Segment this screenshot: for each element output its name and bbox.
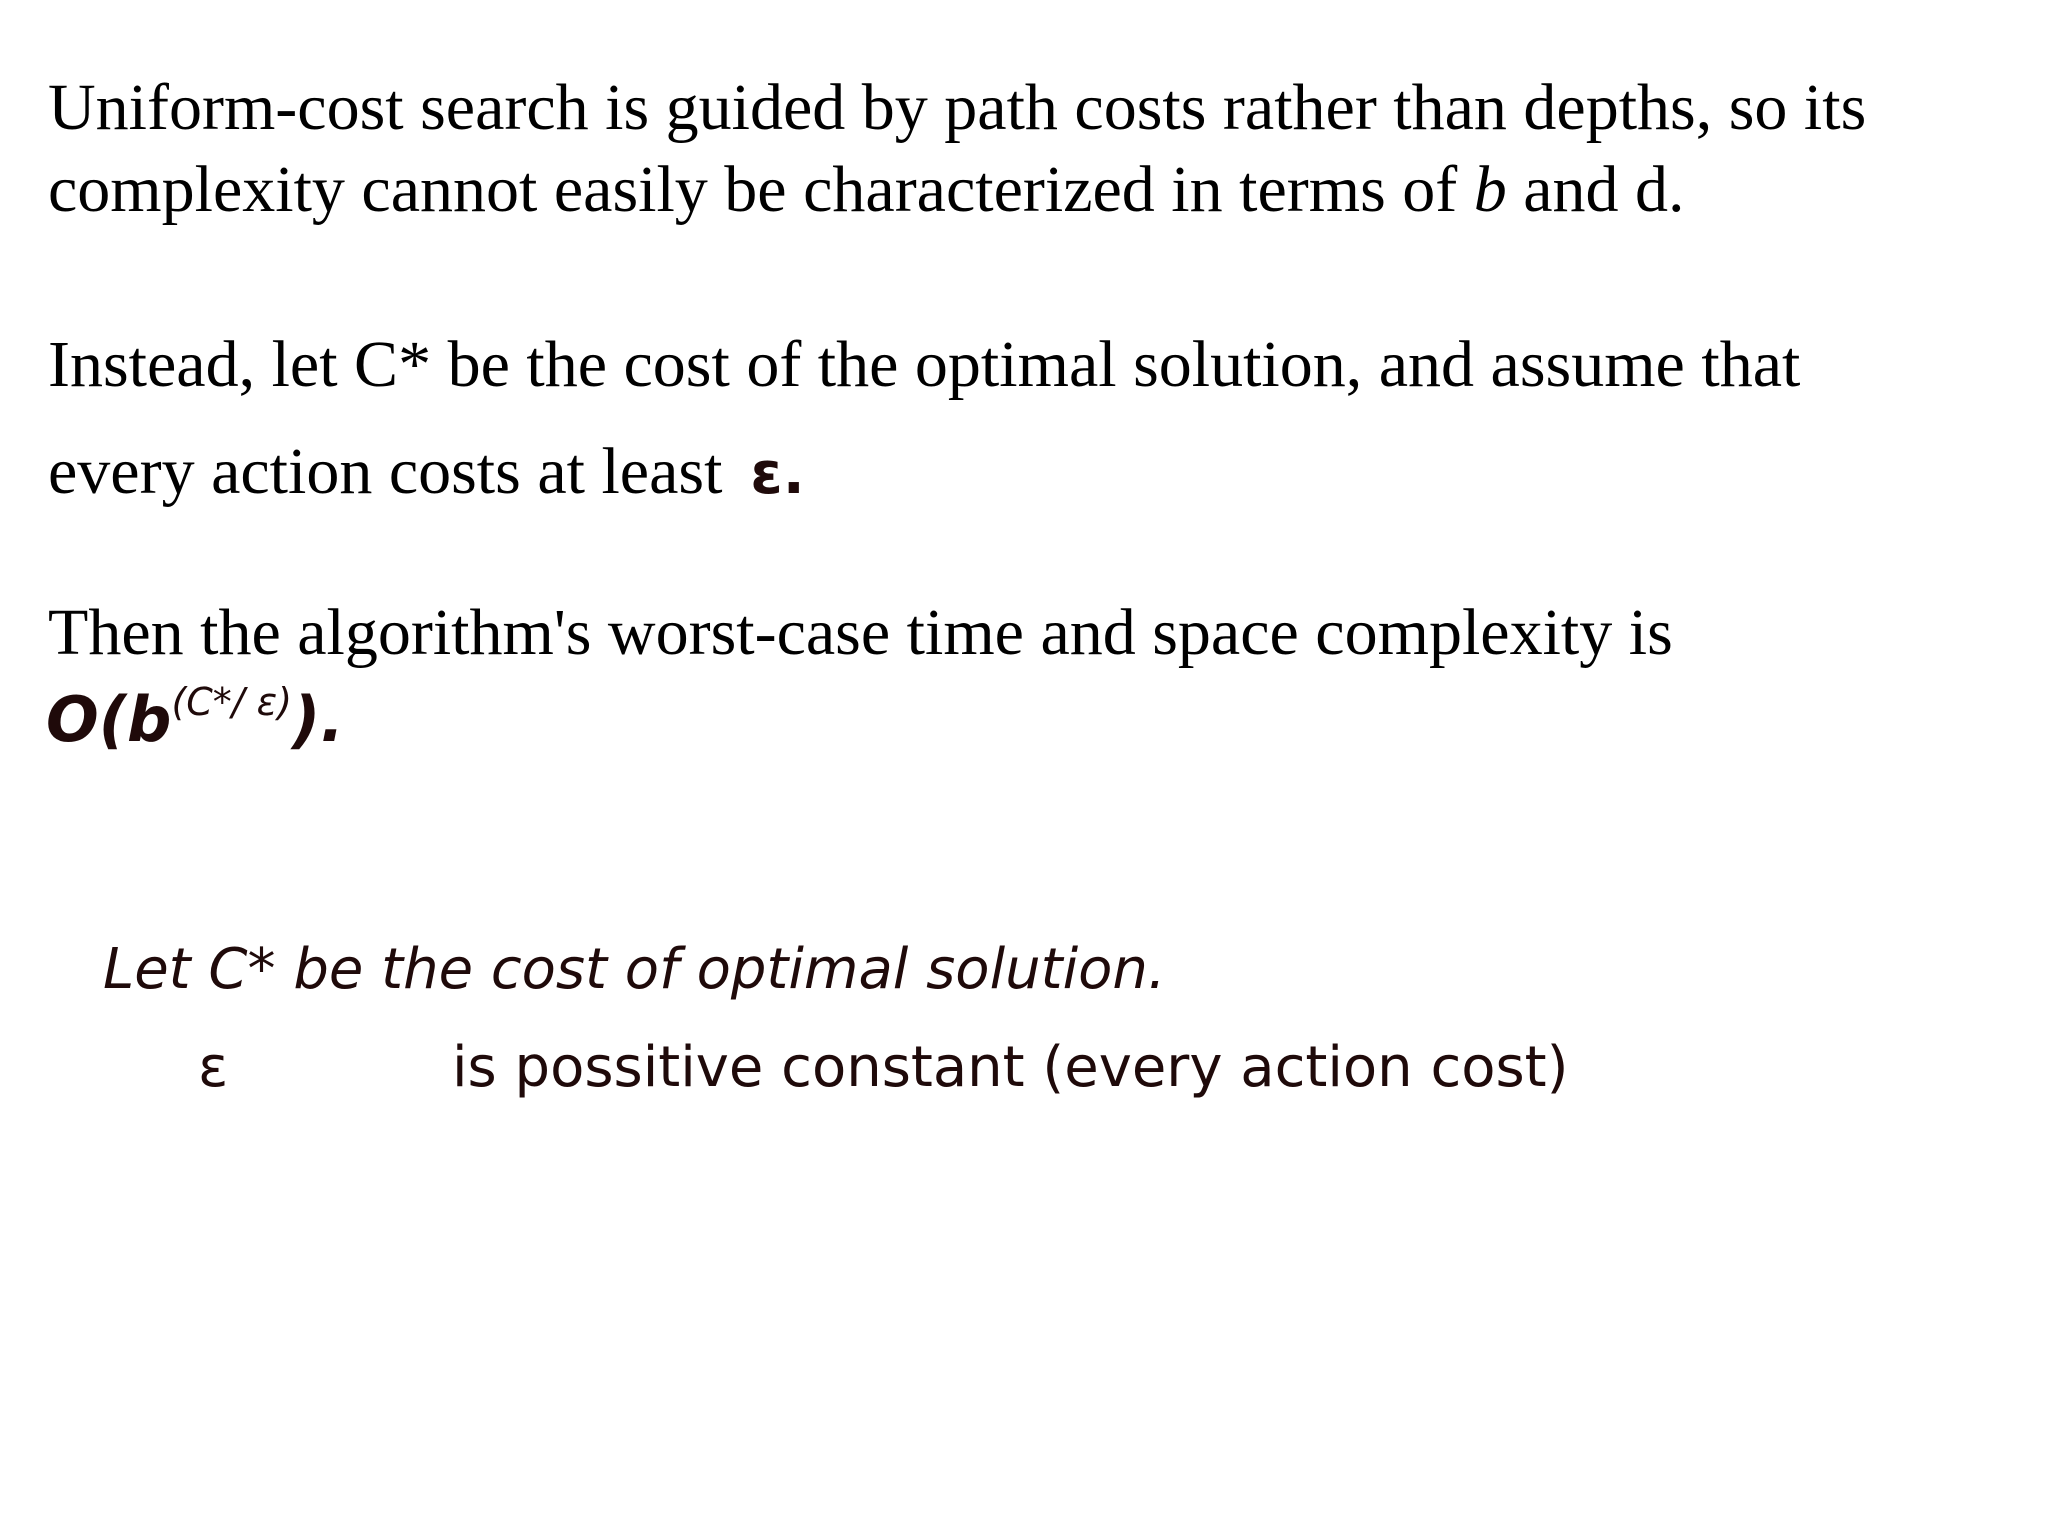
paragraph-1-line-2-before: complexity cannot easily be characterized in terms of bbox=[48, 153, 1474, 226]
paragraph-1-line-1-text: Uniform-cost search is guided by path costs rather than depths, so its bbox=[48, 71, 1867, 144]
paragraph-1-line-2-after: and d. bbox=[1506, 153, 1685, 226]
paragraph-3-line-1-text: Then the algorithm's worst-case time and space complexity is bbox=[48, 596, 1673, 669]
formula-tail: ). bbox=[292, 683, 344, 756]
note-epsilon-symbol: ε bbox=[198, 1035, 229, 1100]
formula-exponent: (C*/ ε) bbox=[171, 680, 293, 724]
paragraph-1-line-1 bbox=[48, 68, 1866, 148]
paragraph-2-line-1 bbox=[48, 325, 1800, 405]
paragraph-2-line-1-text: Instead, let C* be the cost of the optimal solution, and assume that bbox=[48, 328, 1801, 401]
paragraph-2-line-2 bbox=[48, 432, 805, 513]
note-epsilon-definition: is possitive constant (every action cost) bbox=[452, 1035, 1569, 1100]
formula-base: O(b bbox=[46, 683, 172, 756]
paragraph-3-line-1 bbox=[48, 593, 1673, 673]
variable-b: b bbox=[1473, 153, 1507, 226]
paragraph-2-line-2-text: every action costs at least bbox=[48, 435, 723, 508]
paragraph-2-period: . bbox=[782, 439, 805, 507]
epsilon-symbol: ε bbox=[750, 439, 783, 507]
paragraph-1-line-2 bbox=[48, 150, 1685, 230]
complexity-formula bbox=[46, 680, 344, 760]
note-optimal-cost: Let C* be the cost of optimal solution. bbox=[103, 937, 1166, 1002]
